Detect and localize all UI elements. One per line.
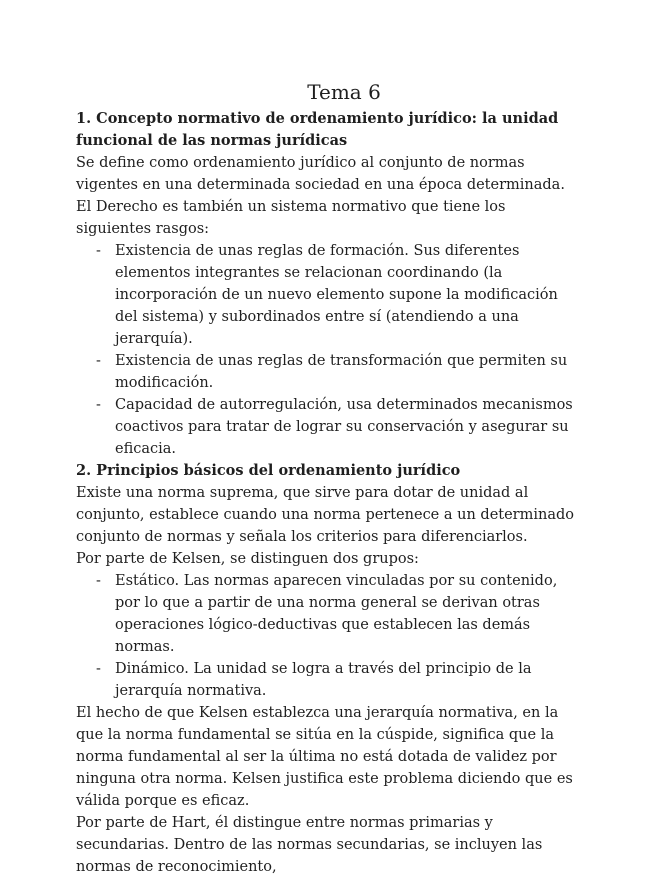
list-marker: - xyxy=(96,397,101,413)
section-2-paragraph-1: Existe una norma suprema, que sirve para dotar de unidad al conjunto, establece cuando una norma pertenece a un determinado conjunto de normas y señala los criterios para diferenciarlos. xyxy=(76,485,574,545)
list-marker: - xyxy=(96,661,101,677)
section-2-paragraph-4: Por parte de Hart, él distingue entre normas primarias y secundarias. Dentro de las normas secundarias, se incluyen las normas de reconocimiento, xyxy=(76,815,543,875)
section-2-paragraph-2: Por parte de Kelsen, se distinguen dos grupos: xyxy=(76,551,419,567)
list-item-text: Existencia de unas reglas de formación. Sus diferentes elementos integrantes se relacionan coordinando (la incorporación de un nuevo elemento supone la modificación del sistema) y subordinados entre sí (atendiendo a una jerarquía). xyxy=(115,243,558,347)
list-item xyxy=(76,350,584,394)
section-2-list xyxy=(76,570,584,702)
document-title: Tema 6 xyxy=(307,80,381,104)
list-item-text: Estático. Las normas aparecen vinculadas por su contenido, por lo que a partir de una norma general se derivan otras operaciones lógico-deductivas que establecen las demás normas. xyxy=(115,573,558,655)
list-item xyxy=(76,658,584,702)
section-1-list xyxy=(76,240,584,460)
list-item-text: Dinámico. La unidad se logra a través del principio de la jerarquía normativa. xyxy=(115,661,532,699)
list-marker: - xyxy=(96,573,101,589)
section-1-intro: Se define como ordenamiento jurídico al conjunto de normas vigentes en una determinada sociedad en una época determinada. El Derecho es también un sistema normativo que tiene los siguientes rasgos: xyxy=(76,155,565,237)
list-item-text: Capacidad de autorregulación, usa determinados mecanismos coactivos para tratar de lograr su conservación y asegurar su eficacia. xyxy=(115,397,573,457)
list-item xyxy=(76,394,584,460)
section-1-heading: 1. Concepto normativo de ordenamiento jurídico: la unidad funcional de las normas jurídicas xyxy=(76,110,559,149)
list-item-text: Existencia de unas reglas de transformación que permiten su modificación. xyxy=(115,353,568,391)
list-marker: - xyxy=(96,353,101,369)
section-2-paragraph-3: El hecho de que Kelsen establezca una jerarquía normativa, en la que la norma fundamental se sitúa en la cúspide, significa que la norma fundamental al ser la última no está dotada de validez por ninguna otra norma. Kelsen justifica este problema diciendo que es válida porque es eficaz. xyxy=(76,705,573,809)
list-item xyxy=(76,570,584,658)
list-item xyxy=(76,240,584,350)
list-marker: - xyxy=(96,243,101,259)
section-2-heading: 2. Principios básicos del ordenamiento jurídico xyxy=(76,462,461,479)
document-content xyxy=(76,78,584,878)
